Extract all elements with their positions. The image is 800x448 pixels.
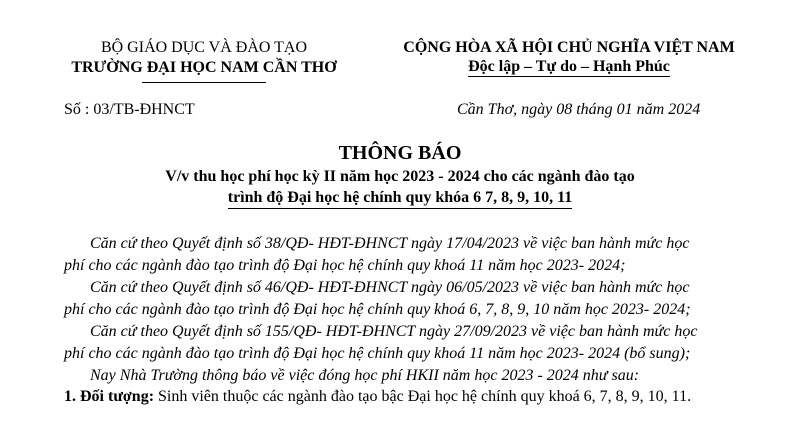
document-subtitle-line-1: V/v thu học phí học kỳ II năm học 2023 - 2024 cho các ngành đào tạo [165,168,635,185]
body-line-5: Căn cứ theo Quyết định số 155/QĐ- HĐT-ĐHNCT ngày 27/09/2023 về việc ban hành mức học [90,323,698,340]
ministry-name: BỘ GIÁO DỤC VÀ ĐÀO TẠO [100,39,308,56]
body-line-2: phí cho các ngành đào tạo trình độ Đại học hệ chính quy khoá 11 năm học 2023- 2024; [64,257,626,274]
section-1-text: Sinh viên thuộc các ngành đào tạo bậc Đại học hệ chính quy khoá 6, 7, 8, 9, 10, 11. [154,388,692,405]
section-1-label: 1. Đối tượng: [64,388,155,405]
nation-name: CỘNG HÒA XÃ HỘI CHỦ NGHĨA VIỆT NAM [403,39,735,56]
place-and-date: Cần Thơ, ngày 08 tháng 01 năm 2024 [457,101,701,118]
document-number: Số : 03/TB-ĐHNCT [64,101,195,118]
nation-block [366,38,772,77]
body-line-3: Căn cứ theo Quyết định số 46/QĐ- HĐT-ĐHNCT ngày 06/05/2023 về việc ban hành mức học [90,279,690,296]
section-1-subject [64,386,691,408]
document-title: THÔNG BÁO [338,142,462,164]
school-underline [142,82,266,83]
body-line-6: phí cho các ngành đào tạo trình độ Đại học hệ chính quy khoá 11 năm học 2023- 2024 (bổ sung); [64,345,691,362]
school-name: TRƯỜNG ĐẠI HỌC NAM CẦN THƠ [71,59,337,76]
title-block [40,140,760,209]
document-subtitle-line-2: trình độ Đại học hệ chính quy khóa 6 7, 8, 9, 10, 11 [228,188,573,209]
body-line-7: Nay Nhà Trường thông báo về việc đóng học phí HKII năm học 2023 - 2024 như sau: [90,367,640,384]
national-motto: Độc lập – Tự do – Hạnh Phúc [468,58,670,75]
issuer-block [70,38,338,78]
body-line-1: Căn cứ theo Quyết định số 38/QĐ- HĐT-ĐHNCT ngày 17/04/2023 về việc ban hành mức học [90,235,690,252]
body-line-4: phí cho các ngành đào tạo trình độ Đại học hệ chính quy khoá 6, 7, 8, 9, 10 năm học 2023- 2024; [64,301,691,318]
